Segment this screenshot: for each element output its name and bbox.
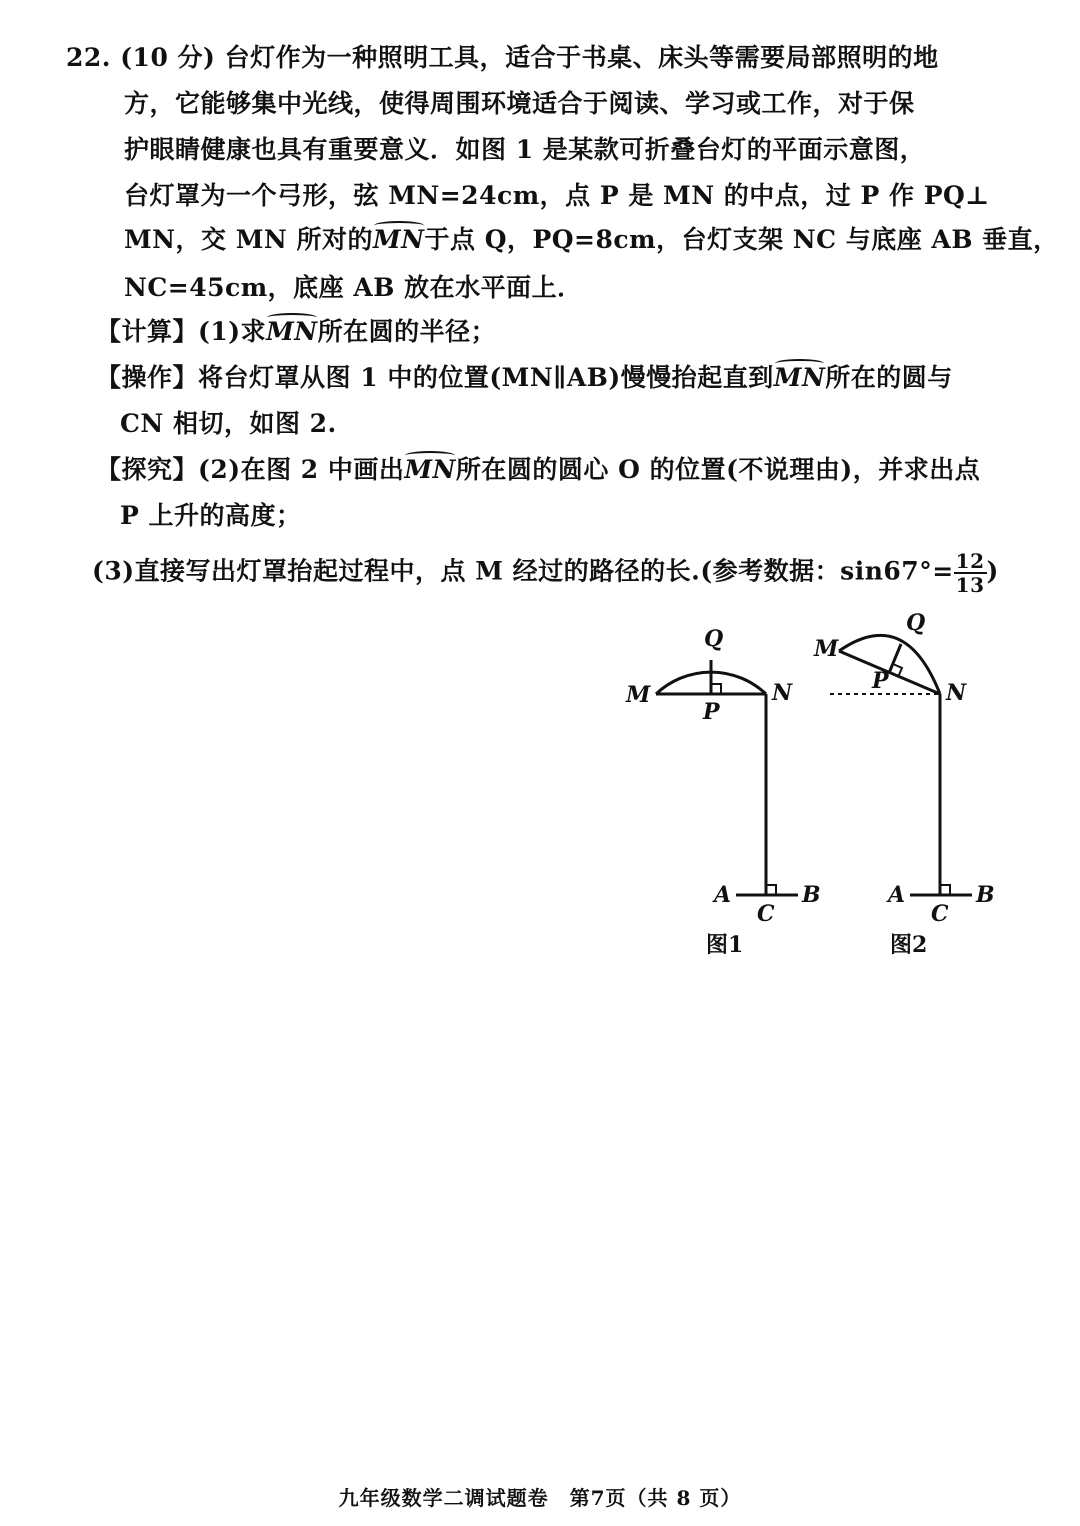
label-c-fig1: C: [757, 901, 775, 927]
label-n-fig1: N: [772, 680, 793, 706]
problem-number: 22.: [66, 43, 111, 72]
problem-line-2: 方，它能够集中光线，使得周围环境适合于阅读、学习或工作，对于保: [124, 89, 915, 118]
problem-score: (10 分): [120, 43, 216, 72]
question-2: 【探究】(2)在图 2 中画出MN所在圆的圆心 O 的位置(不说理由)，并求出点: [96, 450, 980, 486]
label-a-fig1: A: [714, 882, 732, 908]
label-m-fig1: M: [626, 682, 651, 708]
arc-mn-symbol: MN: [404, 451, 456, 484]
label-q-fig1: Q: [704, 626, 724, 652]
problem-line-6: NC=45cm，底座 AB 放在水平面上．: [124, 273, 583, 302]
label-m-fig2: M: [814, 636, 839, 662]
arc-mn-symbol: MN: [266, 313, 318, 346]
problem-line-3: 护眼睛健康也具有重要意义．如图 1 是某款可折叠台灯的平面示意图，: [124, 135, 926, 164]
caption-fig2: 图2: [890, 932, 928, 958]
fraction: $\frac{12}{13}$: [955, 549, 985, 597]
label-n-fig2: N: [946, 680, 967, 706]
arc-mn-symbol: MN: [774, 359, 826, 392]
operation-line-1: 【操作】将台灯罩从图 1 中的位置(MN∥AB)慢慢抬起直到MN所在的圆与: [96, 358, 953, 394]
problem-line-5: MN，交 MN 所对的MN于点 Q，PQ=8cm，台灯支架 NC 与底座 AB 垂直，: [124, 220, 1059, 256]
label-b-fig2: B: [976, 882, 995, 908]
label-q-fig2: Q: [906, 610, 926, 636]
lampshade-arc-2: [839, 635, 940, 694]
question-3: (3)直接写出灯罩抬起过程中，点 M 经过的路径的长.(参考数据：sin67°= $\frac{12}{13}$ ): [92, 549, 999, 597]
question-1: 【计算】(1)求MN所在圆的半径；: [96, 312, 496, 348]
label-c-fig2: C: [931, 901, 949, 927]
page-footer: 九年级数学二调试题卷 第7页（共 8 页）: [338, 1486, 742, 1510]
tag-calc: 【计算】: [96, 317, 199, 346]
tag-operation: 【操作】: [96, 363, 199, 392]
operation-line-2: CN 相切，如图 2.: [120, 409, 337, 438]
label-b-fig1: B: [802, 882, 821, 908]
arc-mn-symbol: MN: [373, 221, 425, 254]
label-p-fig1: P: [703, 699, 720, 725]
question-2-line-2: P 上升的高度；: [120, 501, 302, 530]
figure-2: [830, 635, 972, 895]
segment-pq-2: [889, 644, 901, 673]
label-a-fig2: A: [888, 882, 906, 908]
problem-line-4: 台灯罩为一个弓形，弦 MN=24cm，点 P 是 MN 的中点，过 P 作 PQ⊥: [124, 181, 990, 210]
problem-text: 台灯作为一种照明工具，适合于书桌、床头等需要局部照明的地: [224, 43, 939, 72]
tag-explore: 【探究】: [96, 455, 199, 484]
caption-fig1: 图1: [706, 932, 744, 958]
label-p-fig2: P: [872, 668, 889, 694]
